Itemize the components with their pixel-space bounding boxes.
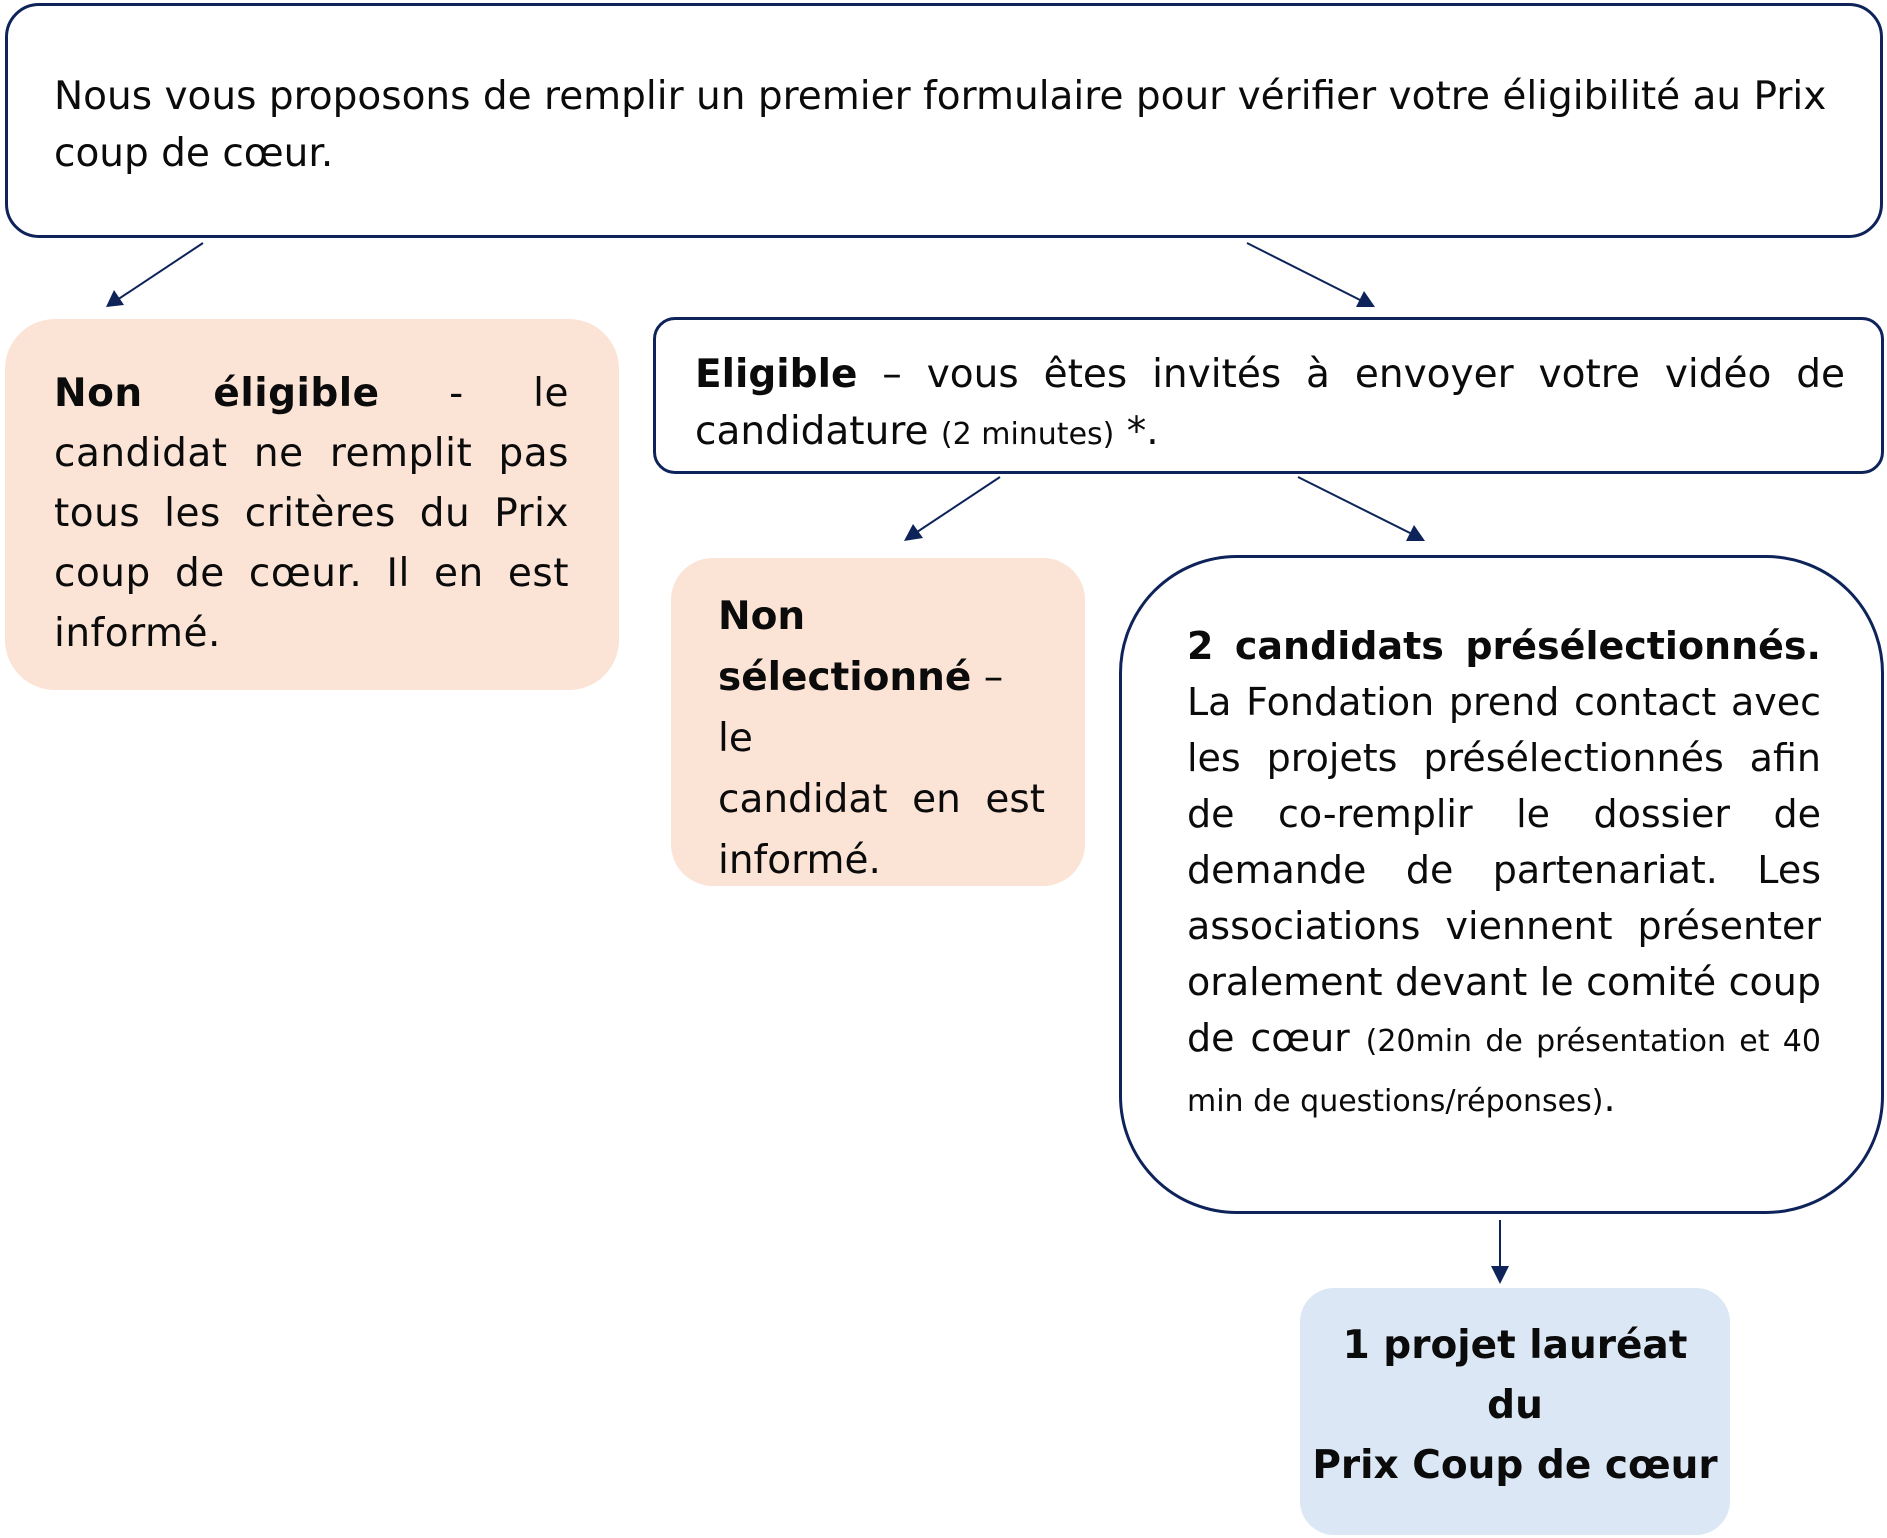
preselection-text: La Fondation prend contact avec les projets présélectionnés afin de co-remplir le dossier de demande de partenariat. Les associations viennent présenter oralement devant le comité coup de cœur	[1187, 680, 1821, 1060]
non-selectionne-box	[671, 558, 1085, 886]
laureat-line2: du	[1487, 1383, 1543, 1428]
preselection-suffix: .	[1603, 1076, 1616, 1120]
eligible-text: – vous êtes invités à envoyer votre vidéo de candidature	[695, 352, 1845, 454]
laureat-box	[1300, 1288, 1730, 1535]
non-selectionne-text-line3: candidat en est	[718, 777, 1045, 822]
non-selectionne-text-line2: – le	[718, 655, 1004, 761]
arrow-intro-to-eligible	[1247, 243, 1375, 307]
non-eligible-title: Non éligible	[54, 371, 380, 416]
preselection-box	[1119, 555, 1884, 1214]
intro-text: Nous vous proposons de remplir un premier formulaire pour vérifier votre éligibilité au Prix coup de cœur.	[54, 74, 1827, 176]
preselection-duration-note: (20min de présentation et 40 min de questions/réponses)	[1187, 1024, 1821, 1119]
non-eligible-box	[5, 319, 619, 690]
laureat-line3: Prix Coup de cœur	[1312, 1443, 1718, 1488]
non-selectionne-text-line4: informé.	[718, 838, 881, 883]
laureat-line1: 1 projet lauréat	[1342, 1323, 1688, 1368]
non-selectionne-title-line1: Non	[718, 594, 806, 639]
arrow-intro-to-non-eligible	[106, 243, 203, 307]
eligible-duration-note: (2 minutes)	[940, 417, 1115, 452]
eligible-box	[653, 317, 1884, 474]
non-eligible-text: - le candidat ne remplit pas tous les critères du Prix coup de cœur. Il en est informé.	[54, 371, 569, 656]
arrow-preselection-to-laureat	[1491, 1220, 1509, 1284]
intro-box	[5, 3, 1883, 238]
arrow-eligible-to-preselection	[1298, 477, 1425, 541]
non-selectionne-line2	[718, 647, 1045, 769]
eligible-title: Eligible	[695, 352, 858, 397]
arrow-eligible-to-non-selectionne	[904, 477, 1000, 541]
eligible-suffix: *.	[1114, 409, 1159, 454]
non-selectionne-title-line2: sélectionné	[718, 655, 972, 700]
preselection-title: 2 candidats présélectionnés.	[1187, 624, 1821, 668]
